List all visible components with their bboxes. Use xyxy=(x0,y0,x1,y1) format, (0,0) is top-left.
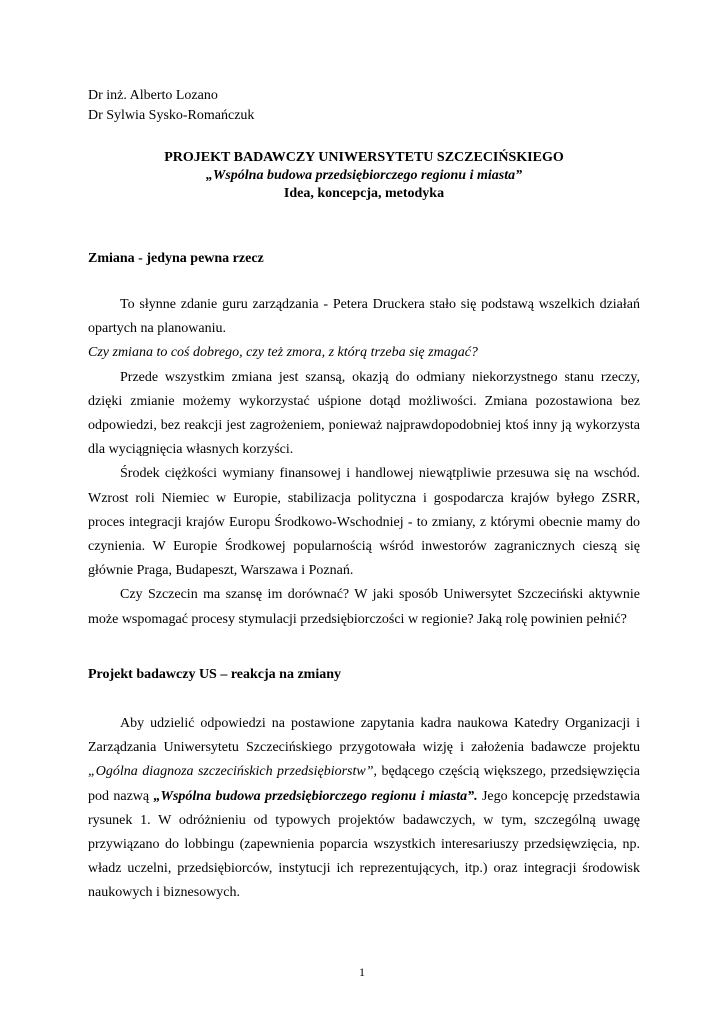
paragraph: To słynne zdanie guru zarządzania - Petera Druckera stało się podstawą wszelkich działań opartych na planowaniu. xyxy=(88,297,640,337)
section-heading-1: Zmiana - jedyna pewna rzecz xyxy=(88,251,264,266)
paragraph xyxy=(88,712,640,906)
paragraph-text: Aby udzielić odpowiedzi na postawione zapytania kadra naukowa Katedry Organizacji i Zarządzania Uniwersytetu Szczecińskiego przygotowała wizję i założenia badawcze projektu xyxy=(88,716,640,756)
section-heading-2: Projekt badawczy US – reakcja na zmiany xyxy=(88,667,342,682)
paragraph: Środek ciężkości wymiany finansowej i handlowej niewątpliwie przesuwa się na wschód. Wzrost roli Niemiec w Europie, stabilizacja polityczna i gospodarcza krajów byłego ZSRR, proces integracji krajów Europu Środkowo-Wschodniej - to zmiany, z którymi obecnie mamy do czynienia. W Europie Środkowej popularnością wśród inwestorów zagranicznych cieszą się głównie Praga, Budapeszt, Warszawa i Poznań. xyxy=(88,466,640,579)
paragraph-text: Jego koncepcję przedstawia rysunek 1. W odróżnieniu od typowych projektów badawczych, w tym, szczególną uwagę przywiązano do lobbingu (zapewnienia poparcia wszystkich interesariuszy przedsięwzięcia, np. władz uczelni, przedsiębiorców, instytucji ich reprezentujących, itp.) oraz integracji środowisk naukowych i biznesowych. xyxy=(88,788,641,901)
author-block xyxy=(88,86,640,126)
author-name: Dr Sylwia Sysko-Romańczuk xyxy=(88,108,255,123)
title-line-1: PROJEKT BADAWCZY UNIWERSYTETU SZCZECIŃSKIEGO xyxy=(164,150,564,165)
italic-question: Czy zmiana to coś dobrego, czy też zmora, z którą trzeba się zmagać? xyxy=(88,345,478,361)
section-2-body xyxy=(88,712,640,906)
project-name-italic: „Ogólna diagnoza szczecińskich przedsiębiorstw” xyxy=(88,764,374,780)
document-title xyxy=(88,149,640,203)
project-name-bold-italic: „Wspólna budowa przedsiębiorczego regionu i miasta”. xyxy=(153,788,478,804)
page-number: 1 xyxy=(359,965,365,979)
paragraph: Przede wszystkim zmiana jest szansą, okazją do odmiany niekorzystnego stanu rzeczy, dzięki zmianie możemy wykorzystać uśpione dotąd możliwości. Zmiana pozostawiona bez odpowiedzi, bez reakcji jest zagrożeniem, ponieważ najprawdopodobniej ktoś inny ją wykorzysta dla wyciągnięcia własnych korzyści. xyxy=(88,369,640,458)
title-line-2: „Wspólna budowa przedsiębiorczego regionu i miasta” xyxy=(205,168,523,183)
author-name: Dr inż. Alberto Lozano xyxy=(88,88,218,103)
paragraph: Czy Szczecin ma szansę im dorównać? W jaki sposób Uniwersytet Szczeciński aktywnie może wspomagać procesy stymulacji przedsiębiorczości w regionie? Jaką rolę powinien pełnić? xyxy=(88,587,640,627)
section-1-body xyxy=(88,293,640,632)
paragraph-text: , będącego częścią większego, przedsięwzięcia pod nazwą xyxy=(88,764,640,804)
title-line-3: Idea, koncepcja, metodyka xyxy=(283,186,445,201)
